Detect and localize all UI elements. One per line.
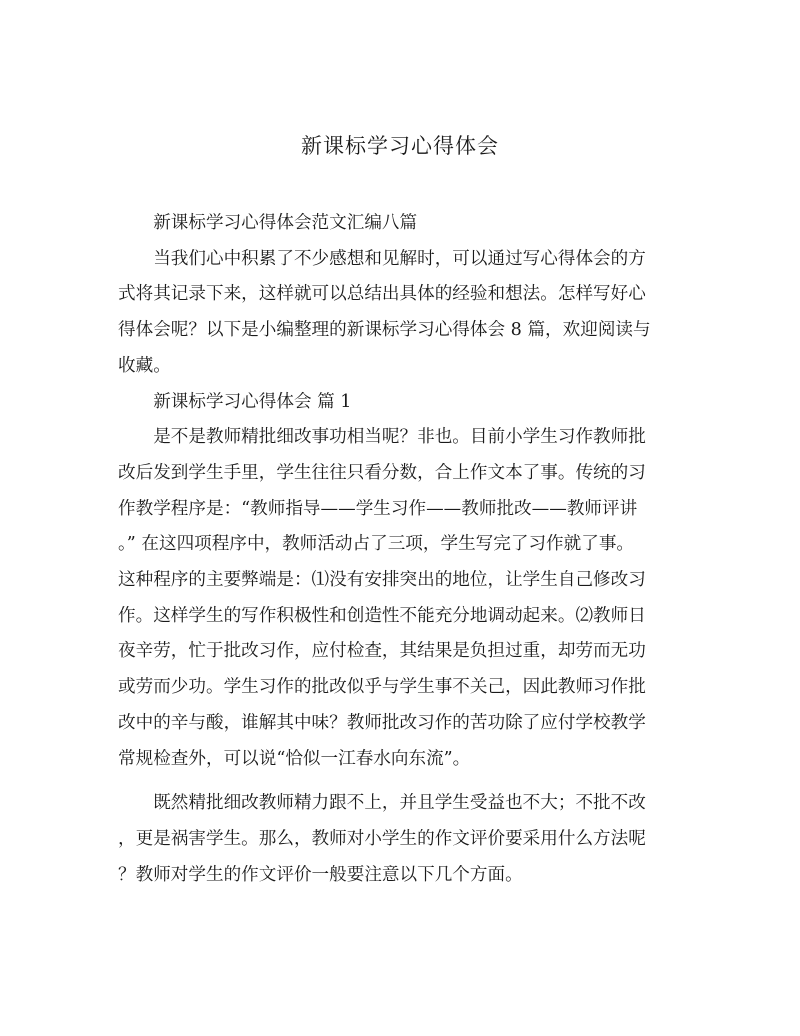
para1-line-5: 这种程序的主要弊端是：⑴没有安排突出的地位，让学生自己修改习 <box>118 570 646 591</box>
para1-line-4: 。” 在这四项程序中，教师活动占了三项，学生写完了习作就了事。 <box>118 534 635 555</box>
intro-line-2: 式将其记录下来，这样就可以总结出具体的经验和想法。怎样写好心 <box>118 284 646 305</box>
intro-line-4: 收藏。 <box>118 355 171 376</box>
para1-line-6: 作。这样学生的写作积极性和创造性不能充分地调动起来。⑵教师日 <box>118 605 646 626</box>
para1-line-9: 改中的辛与酸，谁解其中味？教师批改习作的苦功除了应付学校教学 <box>118 712 646 733</box>
document-title: 新课标学习心得体会 <box>301 134 499 158</box>
para1-line-8: 或劳而少功。学生习作的批改似乎与学生事不关己，因此教师习作批 <box>118 677 646 698</box>
para2-line-1: 既然精批细改教师精力跟不上，并且学生受益也不大；不批不改 <box>153 793 646 814</box>
section-heading: 新课标学习心得体会 篇 1 <box>153 391 352 412</box>
para2-line-2: ，更是祸害学生。那么，教师对小学生的作文评价要采用什么方法呢 <box>118 828 646 849</box>
document-subtitle: 新课标学习心得体会范文汇编八篇 <box>153 213 418 233</box>
para1-line-7: 夜辛劳，忙于批改习作，应付检查，其结果是负担过重，却劳而无功 <box>118 641 646 662</box>
para2-line-3: ？教师对学生的作文评价一般要注意以下几个方面。 <box>118 864 523 885</box>
para1-line-1: 是不是教师精批细改事功相当呢？非也。目前小学生习作教师批 <box>153 427 646 448</box>
intro-line-3: 得体会呢？以下是小编整理的新课标学习心得体会 8 篇，欢迎阅读与 <box>118 320 651 341</box>
para1-line-2: 改后发到学生手里，学生往往只看分数，合上作文本了事。传统的习 <box>118 462 646 483</box>
intro-line-1: 当我们心中积累了不少感想和见解时，可以通过写心得体会的方 <box>153 248 646 269</box>
para1-line-3: 作教学程序是：“教师指导——学生习作——教师批改——教师评讲 <box>118 498 638 519</box>
document-body <box>118 206 684 893</box>
para1-line-10: 常规检查外，可以说“恰似一江春水向东流”。 <box>118 748 471 769</box>
